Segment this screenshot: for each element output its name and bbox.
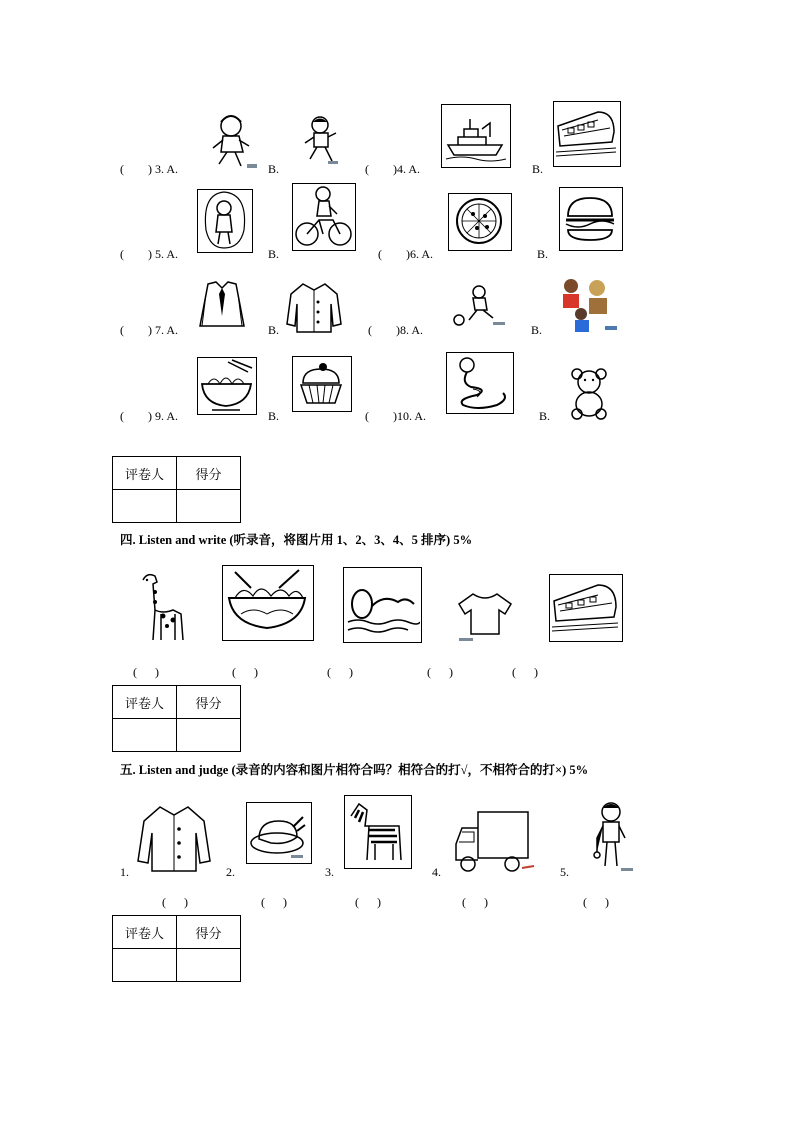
q10-b-label: B. bbox=[539, 409, 551, 423]
part4-blank-5[interactable]: ( ) bbox=[512, 665, 538, 679]
q7-label: ( ) 7. A. bbox=[120, 323, 178, 337]
part5-num-2: 2. bbox=[226, 865, 235, 879]
grader-cell[interactable] bbox=[113, 719, 177, 752]
train-icon bbox=[553, 101, 621, 167]
q3-b-label: B. bbox=[268, 162, 280, 176]
tshirt-icon bbox=[457, 588, 513, 644]
swimming-icon bbox=[343, 567, 422, 643]
giraffe-icon bbox=[133, 570, 193, 646]
q3-label: ( ) 3. A. bbox=[120, 162, 178, 176]
part5-blank-3[interactable]: ( ) bbox=[355, 895, 381, 909]
girl-jump-rope-icon bbox=[197, 189, 253, 253]
family-icon bbox=[557, 274, 619, 336]
hamburger-icon bbox=[559, 187, 623, 251]
part4-blank-3[interactable]: ( ) bbox=[327, 665, 353, 679]
q8-label: ( )8. A. bbox=[368, 323, 423, 337]
train-icon-2 bbox=[549, 574, 623, 642]
part5-blank-2[interactable]: ( ) bbox=[261, 895, 287, 909]
ship-icon bbox=[441, 104, 511, 168]
part5-blank-1[interactable]: ( ) bbox=[162, 895, 188, 909]
q9-b-label: B. bbox=[268, 409, 280, 423]
part4-heading: 四. Listen and write (听录音，将图片用 1、2、3、4、5 排序) 5% bbox=[120, 533, 473, 547]
q7-b-label: B. bbox=[268, 323, 280, 337]
boy-football-icon bbox=[451, 284, 509, 328]
part5-heading: 五. Listen and judge (录音的内容和图片相符合吗？相符合的打√，不相符合的打×) 5% bbox=[120, 763, 589, 777]
q8-b-label: B. bbox=[531, 323, 543, 337]
score-cell[interactable] bbox=[177, 949, 241, 982]
score-header: 得分 bbox=[177, 686, 241, 719]
truck-icon bbox=[452, 808, 536, 878]
q6-b-label: B. bbox=[537, 247, 549, 261]
score-table-1 bbox=[112, 456, 241, 523]
part5-num-3: 3. bbox=[325, 865, 334, 879]
snake-icon bbox=[446, 352, 514, 414]
q4-label: ( )4. A. bbox=[365, 162, 420, 176]
part4-blank-4[interactable]: ( ) bbox=[427, 665, 453, 679]
score-header: 得分 bbox=[177, 457, 241, 490]
q6-label: ( )6. A. bbox=[378, 247, 433, 261]
shirt-tie-icon bbox=[198, 280, 246, 330]
pizza-icon bbox=[448, 193, 512, 251]
roast-chicken-icon bbox=[246, 802, 312, 864]
q9-label: ( ) 9. A. bbox=[120, 409, 178, 423]
grader-cell[interactable] bbox=[113, 490, 177, 523]
teddy-bear-icon bbox=[567, 366, 611, 420]
zebra-icon bbox=[344, 795, 412, 869]
part5-num-1: 1. bbox=[120, 865, 129, 879]
score-table-2 bbox=[112, 685, 241, 752]
score-cell[interactable] bbox=[177, 719, 241, 752]
boy-running-icon bbox=[300, 115, 342, 167]
q5-b-label: B. bbox=[268, 247, 280, 261]
boy-yoyo-icon bbox=[587, 800, 637, 874]
score-cell[interactable] bbox=[177, 490, 241, 523]
part4-blank-1[interactable]: ( ) bbox=[133, 665, 159, 679]
boy-bike-icon bbox=[292, 183, 356, 251]
girl-running-icon bbox=[207, 112, 259, 172]
coat-icon bbox=[285, 280, 343, 336]
salad-icon bbox=[222, 565, 314, 641]
part4-blank-2[interactable]: ( ) bbox=[232, 665, 258, 679]
score-header: 得分 bbox=[177, 916, 241, 949]
grader-header: 评卷人 bbox=[113, 457, 177, 490]
coat-icon-2 bbox=[136, 803, 212, 875]
grader-header: 评卷人 bbox=[113, 916, 177, 949]
q4-b-label: B. bbox=[532, 162, 544, 176]
score-table-3 bbox=[112, 915, 241, 982]
q10-label: ( )10. A. bbox=[365, 409, 426, 423]
part5-num-4: 4. bbox=[432, 865, 441, 879]
q5-label: ( ) 5. A. bbox=[120, 247, 178, 261]
part5-blank-5[interactable]: ( ) bbox=[583, 895, 609, 909]
grader-header: 评卷人 bbox=[113, 686, 177, 719]
part5-blank-4[interactable]: ( ) bbox=[462, 895, 488, 909]
cake-icon bbox=[292, 356, 352, 412]
grader-cell[interactable] bbox=[113, 949, 177, 982]
noodles-icon bbox=[197, 357, 257, 415]
part5-num-5: 5. bbox=[560, 865, 569, 879]
